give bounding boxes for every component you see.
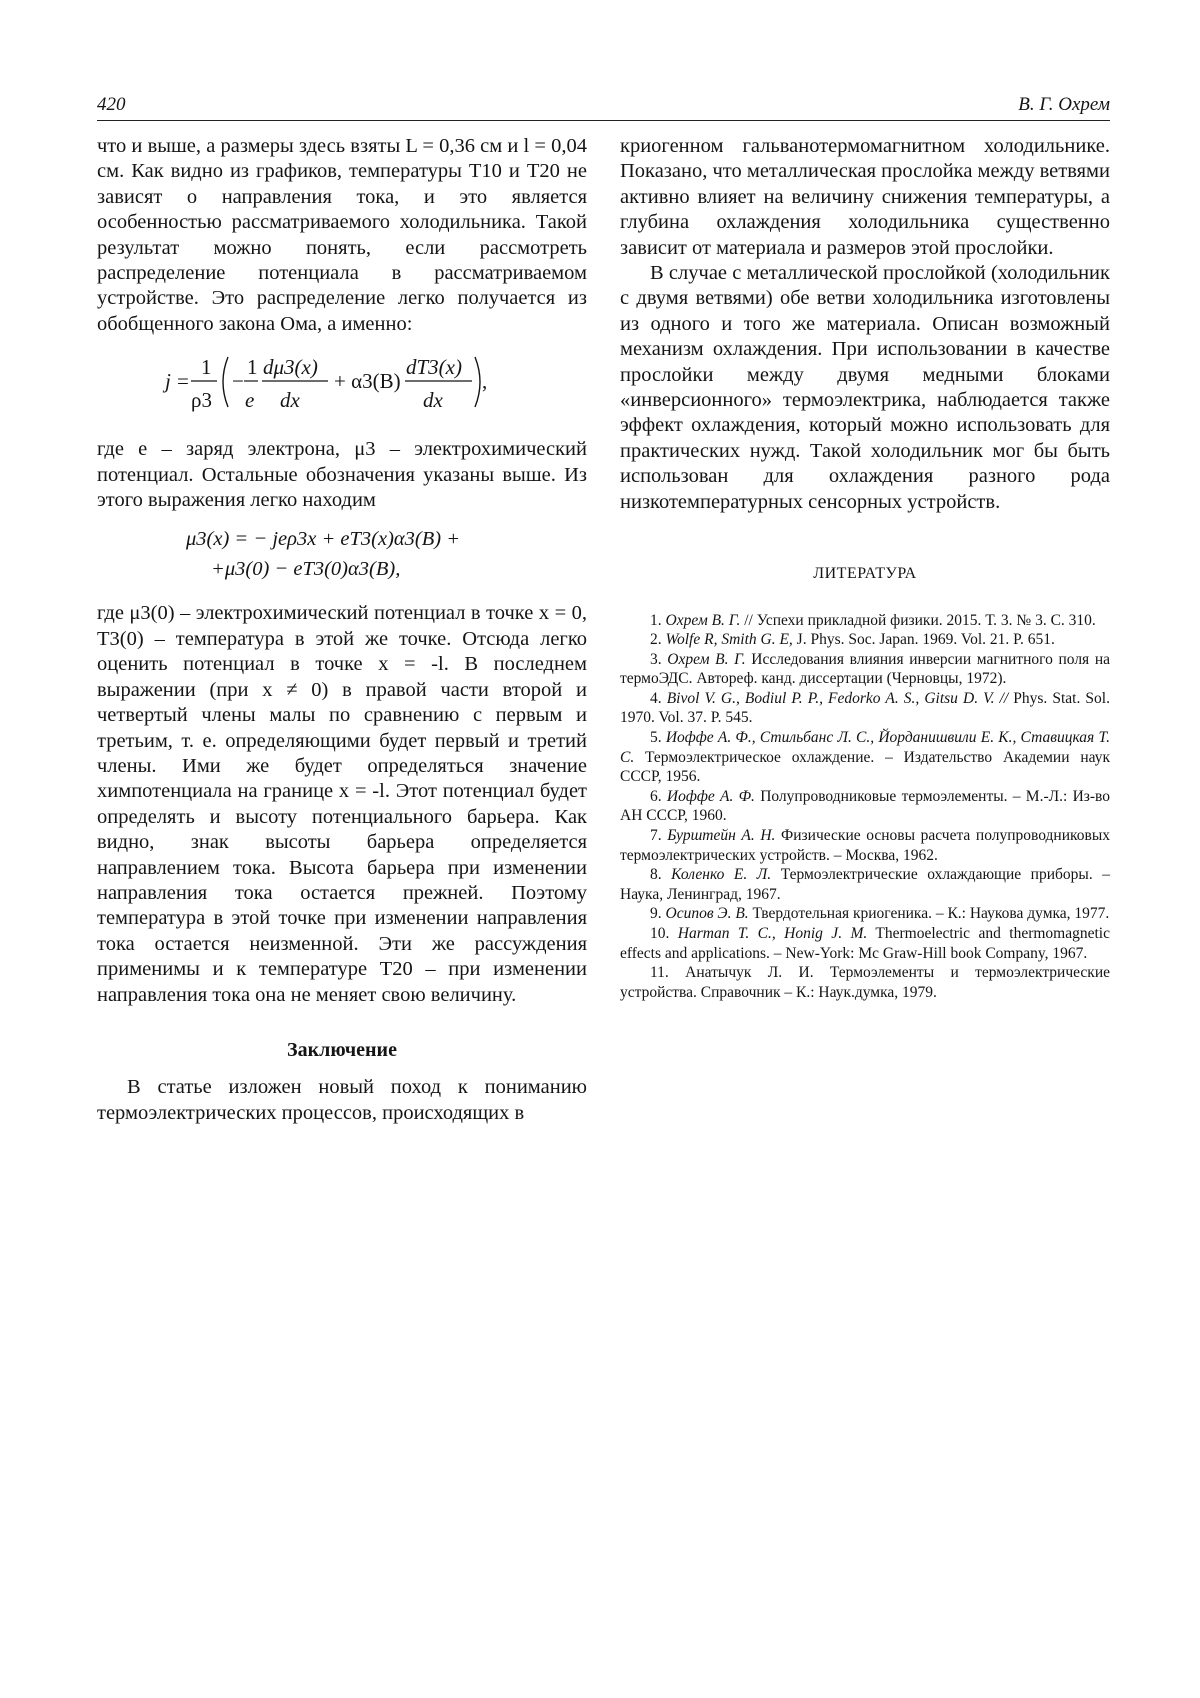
formula-dx2: dx bbox=[423, 388, 443, 413]
formula-dT: dT3(x) bbox=[406, 355, 462, 380]
right-column bbox=[620, 134, 1110, 1002]
paragraph-conclusion-cont: криогенном гальванотермомагнитном холодильнике. Показано, что металлическая прослойка между ветвями активно влияет на величину снижения температуры, а глубина охлаждения холодильника существенно зависит от материала и размеров этой прослойки. bbox=[620, 135, 1110, 259]
paragraph-analysis: где μ3(0) – электрохимический потенциал в точке x = 0, T3(0) – температура в этой же точке. Отсюда легко оценить потенциал в точке x = -l. В последнем выражении (при x ≠ 0) в правой части второй и четвертый члены малы по сравнению с первым и третьим, т. е. определяющими будет первый и третий члены. Ими же будет определяться значение химпотенциала на границе x = -l. Этот потенциал будет определять и высоту потенциального барьера. Как видно, знак высоты барьера определяется направлением тока. Высота барьера при изменении направления тока остается прежней. Поэтому температура в этой точке при изменении направления тока остается неизменной. Эти же рассуждения применимы и к температуре T20 – при изменении направления тока она не меняет свою величину. bbox=[97, 602, 587, 1006]
journal-page bbox=[97, 0, 1110, 1698]
formula-dmu: dμ3(x) bbox=[263, 355, 318, 380]
reference-item: 10. Harman T. C., Honig J. M. Thermoelectric and thermomagnetic effects and applications. – New-York: Mc Graw-Hill book Company, 1967. bbox=[620, 925, 1110, 962]
paragraph-metal-layer: В случае с металлической прослойкой (холодильник с двумя ветвями) обе ветви холодильника изготовлены из одного и того же материала. Описан возможный механизм охлаждения. При использовании в качестве прослойки между двумя медными блоками «инверсионного» термоэлектрика, наблюдается также эффект охлаждения, который можно использовать для практических нужд. Такой холодильник мог бы быть использован для охлаждения разного рода низкотемпературных сенсорных устройств. bbox=[620, 262, 1110, 513]
reference-list bbox=[620, 611, 1110, 1003]
formula-potential bbox=[97, 523, 587, 593]
reference-item: 7. Бурштейн А. Н. Физические основы расчета полупроводниковых термоэлектрических устройств. – Москва, 1962. bbox=[620, 827, 1110, 864]
formula-comma: , bbox=[482, 369, 488, 394]
running-author: В. Г. Охрем bbox=[1018, 94, 1110, 115]
reference-item: 5. Иоффе А. Ф., Стильбанс Л. С., Йорданишвили Е. К., Ставицкая Т. С. Термоэлектрическое охлаждение. – Издательство Академии наук СССР, 1956. bbox=[620, 729, 1110, 786]
paragraph-intro: что и выше, а размеры здесь взяты L = 0,36 см и l = 0,04 см. Как видно из графиков, температуры T10 и T20 не зависят о направления тока, и это является особенностью рассматриваемого холодильника. Такой результат можно понять, если рассмотреть распределение потенциала в рассматриваемом устройстве. Это распределение легко получается из обобщенного закона Ома, а именно: bbox=[97, 135, 587, 335]
reference-item: 3. Охрем В. Г. Исследования влияния инверсии магнитного поля на термоЭДС. Автореф. канд. диссертации (Черновцы, 1972). bbox=[620, 650, 1110, 688]
formula-rho: ρ3 bbox=[191, 388, 212, 413]
formula-minus: − bbox=[232, 369, 244, 394]
page-number: 420 bbox=[97, 94, 126, 115]
formula-j: j bbox=[165, 369, 171, 394]
paragraph-conclusion-start: В статье изложен новый поход к пониманию термоэлектрических процессов, происходящих в bbox=[97, 1076, 587, 1124]
reference-item: 2. Wolfe R, Smith G. E, J. Phys. Soc. Japan. 1969. Vol. 21. P. 651. bbox=[650, 631, 1055, 649]
right-paren bbox=[475, 357, 480, 407]
left-column bbox=[97, 134, 587, 1126]
reference-item: 8. Коленко Е. Л. Термоэлектрические охлаждающие приборы. – Наука, Ленинград, 1967. bbox=[620, 866, 1110, 903]
formula-ohm-law bbox=[97, 341, 587, 423]
reference-item: 4. Bivol V. G., Bodiul P. P., Fedorko A. S., Gitsu D. V. // Phys. Stat. Sol. 1970. Vol. 37. P. 545. bbox=[620, 689, 1110, 727]
reference-item: 11. Анатычук Л. И. Термоэлементы и термоэлектрические устройства. Справочник – К.: Наук.думка, 1979. bbox=[620, 964, 1110, 1001]
formula-dx: dx bbox=[280, 388, 300, 413]
conclusion-heading: Заключение bbox=[287, 1038, 397, 1061]
formula-one: 1 bbox=[201, 355, 212, 380]
formula-eq: = bbox=[177, 369, 189, 394]
formula-one-b: 1 bbox=[247, 355, 258, 380]
reference-item: 1. Охрем В. Г. // Успехи прикладной физики. 2015. Т. 3. № 3. С. 310. bbox=[650, 611, 1096, 629]
running-header bbox=[97, 90, 1110, 121]
paragraph-electron-charge: где e – заряд электрона, μ3 – электрохимический потенциал. Остальные обозначения указаны выше. Из этого выражения легко находим bbox=[97, 438, 587, 512]
reference-item: 9. Осипов Э. В. Твердотельная криогеника. – К.: Наукова думка, 1977. bbox=[650, 905, 1110, 923]
formula-plus-alpha: + α3(B) bbox=[334, 369, 401, 394]
formula-potential-line2: +μ3(0) − eT3(0)α3(B), bbox=[211, 558, 401, 581]
left-paren bbox=[223, 357, 228, 407]
formula-e: e bbox=[245, 388, 255, 413]
literature-heading: ЛИТЕРАТУРА bbox=[813, 565, 917, 583]
formula-potential-line1: μ3(x) = − jeρ3x + eT3(x)α3(B) + bbox=[186, 528, 461, 551]
reference-item: 6. Иоффе А. Ф. Полупроводниковые термоэлементы. – М.-Л.: Из-во АН СССР, 1960. bbox=[620, 787, 1111, 825]
